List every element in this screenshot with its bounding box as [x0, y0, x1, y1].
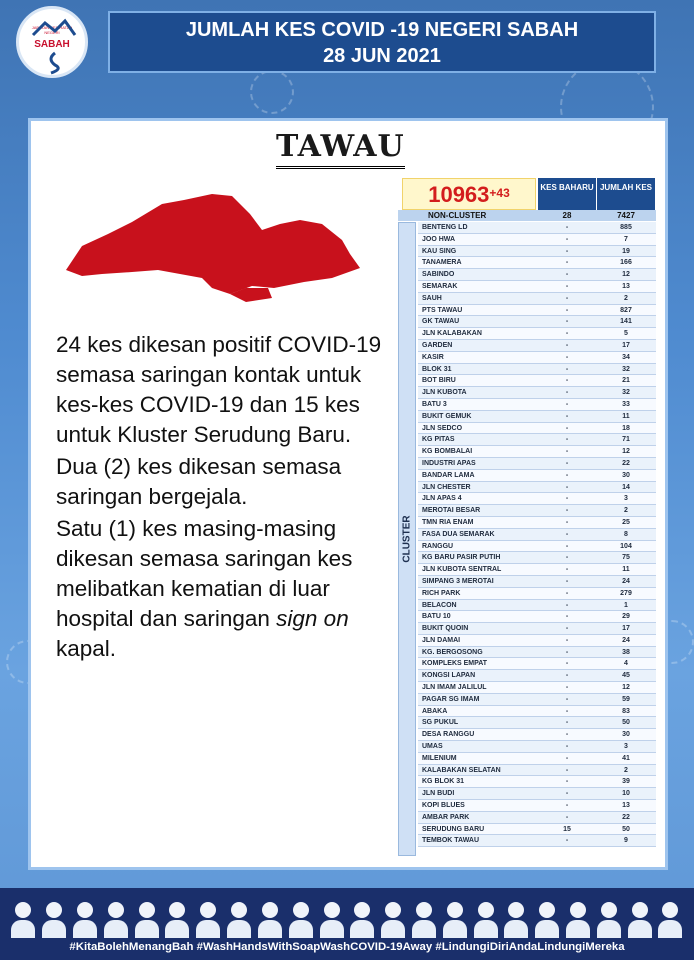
- cluster-name: ABAKA: [422, 707, 448, 715]
- table-row: [418, 234, 656, 246]
- cluster-new-cases: -: [565, 459, 569, 467]
- cluster-total-cases: 11: [622, 412, 630, 420]
- cluster-new-cases: -: [565, 471, 569, 479]
- cluster-total-cases: 32: [622, 389, 630, 397]
- cluster-name: BOT BIRU: [422, 377, 456, 385]
- frontliner-avatar-icon: [381, 900, 405, 938]
- frontliner-avatar-icon: [289, 900, 313, 938]
- frontliner-avatar-icon: [104, 900, 128, 938]
- title-line-1: JUMLAH KES COVID -19 NEGERI SABAH: [185, 19, 579, 41]
- table-row: [418, 835, 656, 847]
- cluster-new-cases: -: [565, 224, 569, 231]
- cluster-new-cases: -: [565, 577, 569, 585]
- cluster-name: KG PITAS: [422, 436, 455, 444]
- cluster-name: GARDEN: [422, 341, 453, 349]
- cluster-name: KOMPLEKS EMPAT: [422, 660, 488, 668]
- cluster-total-cases: 83: [622, 707, 630, 715]
- cluster-name: KASIR: [422, 353, 444, 361]
- cluster-total-cases: 104: [620, 542, 632, 550]
- cluster-total-cases: 2: [624, 766, 628, 774]
- table-row: [418, 564, 656, 576]
- cluster-new-cases: -: [565, 813, 569, 821]
- cluster-name: BUKIT GEMUK: [422, 412, 472, 420]
- cluster-name: KG BOMBALAI: [422, 448, 473, 456]
- cluster-name: JLN BUDI: [422, 790, 455, 798]
- cluster-new-cases: -: [565, 518, 569, 526]
- cluster-new-cases: -: [565, 731, 569, 739]
- cluster-new-cases: -: [565, 318, 569, 326]
- cluster-new-cases: -: [565, 365, 569, 373]
- cluster-total-cases: 75: [622, 554, 630, 562]
- cluster-total-cases: 18: [622, 424, 630, 432]
- table-row: [418, 257, 656, 269]
- table-row: [418, 399, 656, 411]
- cluster-table: [418, 222, 656, 847]
- logo-text: SABAH: [34, 39, 70, 50]
- cluster-new-cases: -: [565, 837, 569, 845]
- cluster-new-cases: -: [565, 353, 569, 361]
- frontliner-avatar-icon: [504, 900, 528, 938]
- frontliner-avatar-icon: [320, 900, 344, 938]
- table-row: [418, 470, 656, 482]
- table-row: [418, 364, 656, 376]
- new-cases-value: +43: [489, 186, 510, 200]
- cluster-new-cases: -: [565, 542, 569, 550]
- cluster-name: KONGSI LAPAN: [422, 672, 476, 680]
- cluster-new-cases: -: [565, 495, 569, 503]
- cluster-total-cases: 8: [624, 530, 628, 538]
- cluster-name: KAU SING: [422, 247, 457, 255]
- cluster-new-cases: -: [565, 625, 569, 633]
- cluster-new-cases: -: [565, 424, 569, 432]
- cluster-new-cases: -: [565, 306, 569, 314]
- cluster-total-cases: 17: [622, 341, 630, 349]
- table-row: [418, 305, 656, 317]
- table-row: [418, 446, 656, 458]
- cluster-total-cases: 25: [622, 518, 630, 526]
- frontliner-avatar-icon: [628, 900, 652, 938]
- cluster-new-cases: -: [565, 672, 569, 680]
- table-row: [418, 706, 656, 718]
- table-row: [418, 505, 656, 517]
- cluster-name: JLN SEDCO: [422, 424, 463, 432]
- cluster-new-cases: -: [565, 235, 569, 243]
- cluster-total-cases: 12: [622, 448, 630, 456]
- cluster-name: RANGGU: [422, 542, 454, 550]
- cluster-total-cases: 141: [620, 318, 632, 326]
- ministry-logo: [16, 6, 88, 78]
- cluster-total-cases: 34: [622, 353, 630, 361]
- virus-decoration: [250, 70, 294, 114]
- cluster-name: DESA RANGGU: [422, 731, 475, 739]
- table-row: [418, 635, 656, 647]
- cluster-name: SABINDO: [422, 271, 455, 279]
- cluster-new-cases: -: [565, 247, 569, 255]
- cluster-new-cases: -: [565, 436, 569, 444]
- table-row: [418, 812, 656, 824]
- table-row: [418, 670, 656, 682]
- table-row: [418, 588, 656, 600]
- table-row: [418, 246, 656, 258]
- cluster-name: JOO HWA: [422, 235, 456, 243]
- cluster-name: TMN RIA ENAM: [422, 518, 474, 526]
- cluster-name: BLOK 31: [422, 365, 452, 373]
- frontliner-avatar-icon: [73, 900, 97, 938]
- cluster-total-cases: 19: [622, 247, 630, 255]
- table-row: [418, 717, 656, 729]
- cluster-new-cases: -: [565, 330, 569, 338]
- cluster-total-cases: 10: [622, 790, 630, 798]
- cluster-name: KG BLOK 31: [422, 778, 465, 786]
- logo-small-text: JABATAN KESIHATAN NEGERI: [31, 25, 73, 35]
- cluster-total-cases: 11: [622, 566, 630, 574]
- cluster-name: PAGAR SG IMAM: [422, 695, 480, 703]
- desc3-start: Satu (1) kes masing-masing dikesan semasa saringan kes melibatkan kematian di luar hospital dan saringan: [56, 516, 353, 631]
- cluster-new-cases: -: [565, 601, 569, 609]
- cluster-name: INDUSTRI APAS: [422, 459, 476, 467]
- table-row: [418, 269, 656, 281]
- cluster-total-cases: 14: [622, 483, 630, 491]
- cluster-name: BELACON: [422, 601, 457, 609]
- cluster-total-cases: 17: [622, 625, 630, 633]
- column-header-new: KES BAHARU: [538, 178, 596, 210]
- cluster-name: KG. BERGOSONG: [422, 648, 483, 656]
- table-row: [418, 824, 656, 836]
- frontliner-avatars: [8, 894, 686, 938]
- table-row: [418, 493, 656, 505]
- cluster-total-cases: 13: [622, 282, 630, 290]
- cluster-name: SG PUKUL: [422, 719, 459, 727]
- cluster-total-cases: 71: [622, 436, 630, 444]
- table-row: [418, 600, 656, 612]
- cluster-new-cases: -: [565, 778, 569, 786]
- cluster-total-cases: 13: [622, 802, 630, 810]
- frontliner-avatar-icon: [443, 900, 467, 938]
- table-row: [418, 694, 656, 706]
- frontliner-avatar-icon: [597, 900, 621, 938]
- cluster-total-cases: 21: [622, 377, 630, 385]
- table-row: [418, 375, 656, 387]
- cluster-total-cases: 7: [624, 235, 628, 243]
- total-cases-value: 10963: [428, 182, 490, 207]
- frontliner-avatar-icon: [135, 900, 159, 938]
- cluster-total-cases: 22: [622, 813, 630, 821]
- cluster-name: FASA DUA SEMARAK: [422, 530, 495, 538]
- cluster-name: JLN CHESTER: [422, 483, 471, 491]
- frontliner-avatar-icon: [658, 900, 682, 938]
- cluster-new-cases: -: [565, 766, 569, 774]
- frontliner-avatar-icon: [350, 900, 374, 938]
- cluster-new-cases: -: [565, 530, 569, 538]
- frontliner-avatar-icon: [412, 900, 436, 938]
- frontliner-avatar-icon: [42, 900, 66, 938]
- cluster-total-cases: 12: [622, 684, 630, 692]
- cluster-label-text: CLUSTER: [401, 515, 413, 563]
- cluster-total-cases: 39: [622, 778, 630, 786]
- table-row: [418, 281, 656, 293]
- cluster-new-cases: -: [565, 389, 569, 397]
- cluster-new-cases: -: [565, 507, 569, 515]
- table-row: [418, 458, 656, 470]
- table-row: [418, 753, 656, 765]
- cluster-new-cases: -: [565, 802, 569, 810]
- cluster-total-cases: 32: [622, 365, 630, 373]
- table-row: [418, 387, 656, 399]
- frontliner-avatar-icon: [11, 900, 35, 938]
- cluster-new-cases: -: [565, 719, 569, 727]
- table-row: [418, 611, 656, 623]
- cluster-new-cases: -: [565, 294, 569, 302]
- cluster-name: SAUH: [422, 294, 442, 302]
- cluster-total-cases: 24: [622, 636, 630, 644]
- cluster-name: BANDAR LAMA: [422, 471, 475, 479]
- total-cases: [402, 178, 536, 210]
- cluster-name: BATU 3: [422, 400, 447, 408]
- cluster-new-cases: -: [565, 282, 569, 290]
- cluster-name: KG BARU PASIR PUTIH: [422, 554, 501, 562]
- cluster-new-cases: -: [565, 684, 569, 692]
- cluster-name: AMBAR PARK: [422, 813, 470, 821]
- cluster-name: PTS TAWAU: [422, 306, 463, 314]
- description-text: [56, 330, 396, 666]
- cluster-name: JLN IMAM JALILUL: [422, 684, 487, 692]
- cluster-new-cases: -: [565, 259, 569, 267]
- table-row: [418, 340, 656, 352]
- cluster-name: TEMBOK TAWAU: [422, 837, 480, 845]
- cluster-name: KALABAKAN SELATAN: [422, 766, 501, 774]
- cluster-new-cases: -: [565, 790, 569, 798]
- description-paragraph-2: Dua (2) kes dikesan semasa saringan bergejala.: [56, 454, 342, 509]
- cluster-total-cases: 3: [624, 743, 628, 751]
- cluster-name: BENTENG LD: [422, 224, 468, 231]
- cluster-new-cases: -: [565, 589, 569, 597]
- cluster-name: UMAS: [422, 743, 443, 751]
- description-paragraph-1: 24 kes dikesan positif COVID-19 semasa saringan kontak untuk kes-kes COVID-19 dan 15 kes untuk Kluster Serudung Baru.: [56, 332, 382, 447]
- table-row: [418, 658, 656, 670]
- cluster-total-cases: 45: [622, 672, 630, 680]
- table-row: [418, 352, 656, 364]
- non-cluster-new: 28: [562, 211, 572, 220]
- cluster-total-cases: 279: [620, 589, 632, 597]
- table-row: [418, 576, 656, 588]
- cluster-total-cases: 22: [622, 459, 630, 467]
- table-row: [418, 517, 656, 529]
- cluster-new-cases: -: [565, 754, 569, 762]
- table-row: [418, 434, 656, 446]
- cluster-total-cases: 50: [622, 825, 630, 833]
- table-row: [418, 482, 656, 494]
- cluster-name: KOPI BLUES: [422, 802, 465, 810]
- logo-swoosh-icon: [19, 9, 85, 75]
- cluster-total-cases: 41: [622, 754, 630, 762]
- cluster-total-cases: 2: [624, 507, 628, 515]
- cluster-total-cases: 5: [624, 330, 628, 338]
- cluster-total-cases: 50: [622, 719, 630, 727]
- table-row: [418, 423, 656, 435]
- page-title: [108, 11, 656, 73]
- cluster-name: MEROTAI BESAR: [422, 507, 481, 515]
- frontliner-avatar-icon: [474, 900, 498, 938]
- cluster-total-cases: 38: [622, 648, 630, 656]
- cluster-total-cases: 4: [624, 660, 628, 668]
- cluster-new-cases: -: [565, 613, 569, 621]
- cluster-name: JLN KUBOTA: [422, 389, 467, 397]
- cluster-total-cases: 3: [624, 495, 628, 503]
- cluster-new-cases: -: [565, 648, 569, 656]
- table-row: [418, 411, 656, 423]
- table-row: [418, 328, 656, 340]
- table-row: [418, 647, 656, 659]
- hashtags: #KitaBolehMenangBah #WashHandsWithSoapWashCOVID-19Away #LindungiDiriAndaLindungiMereka: [69, 941, 625, 953]
- table-row: [418, 776, 656, 788]
- cluster-total-cases: 59: [622, 695, 630, 703]
- cluster-new-cases: -: [565, 412, 569, 420]
- cluster-name: RICH PARK: [422, 589, 461, 597]
- cluster-name: TANAMERA: [422, 259, 462, 267]
- cluster-new-cases: -: [565, 271, 569, 279]
- cluster-name: JLN KUBOTA SENTRAL: [422, 566, 502, 574]
- table-row: [418, 741, 656, 753]
- frontliner-avatar-icon: [165, 900, 189, 938]
- table-row: [418, 552, 656, 564]
- table-row: [418, 529, 656, 541]
- column-header-total: JUMLAH KES: [597, 178, 655, 210]
- frontliner-avatar-icon: [227, 900, 251, 938]
- table-row: [418, 729, 656, 741]
- cluster-total-cases: 29: [622, 613, 630, 621]
- cluster-new-cases: -: [565, 554, 569, 562]
- frontliner-avatar-icon: [566, 900, 590, 938]
- cluster-new-cases: -: [565, 377, 569, 385]
- cluster-total-cases: 166: [620, 259, 632, 267]
- cluster-new-cases: -: [565, 448, 569, 456]
- table-row: [418, 623, 656, 635]
- cluster-total-cases: 24: [622, 577, 630, 585]
- cluster-new-cases: -: [565, 483, 569, 491]
- cluster-total-cases: 33: [622, 400, 630, 408]
- cluster-total-cases: 885: [620, 224, 632, 231]
- non-cluster-row: [398, 210, 656, 221]
- title-date: 28 JUN 2021: [323, 45, 441, 67]
- cluster-total-cases: 1: [624, 601, 628, 609]
- cluster-total-cases: 30: [622, 471, 630, 479]
- cluster-name: SERUDUNG BARU: [422, 825, 485, 833]
- table-row: [418, 788, 656, 800]
- cluster-new-cases: -: [565, 660, 569, 668]
- cluster-name: GK TAWAU: [422, 318, 460, 326]
- cluster-total-cases: 30: [622, 731, 630, 739]
- cluster-name: SEMARAK: [422, 282, 458, 290]
- table-row: [418, 222, 656, 234]
- cluster-new-cases: -: [565, 400, 569, 408]
- cluster-label: [398, 222, 416, 856]
- table-row: [418, 541, 656, 553]
- cluster-name: SIMPANG 3 MEROTAI: [422, 577, 494, 585]
- frontliner-avatar-icon: [535, 900, 559, 938]
- cluster-new-cases: -: [565, 695, 569, 703]
- non-cluster-total: 7427: [617, 211, 635, 220]
- table-row: [418, 765, 656, 777]
- table-row: [418, 800, 656, 812]
- cluster-new-cases: -: [565, 341, 569, 349]
- cluster-name: BUKIT QUOIN: [422, 625, 469, 633]
- tawau-map-icon: [62, 190, 362, 304]
- cluster-total-cases: 9: [624, 837, 628, 845]
- description-paragraph-3: [56, 514, 396, 664]
- desc3-end: kapal.: [56, 636, 117, 661]
- cluster-name: JLN DAMAI: [422, 636, 461, 644]
- cluster-total-cases: 827: [620, 306, 632, 314]
- cluster-new-cases: -: [565, 707, 569, 715]
- cluster-name: JLN APAS 4: [422, 495, 462, 503]
- table-row: [418, 682, 656, 694]
- frontliner-avatar-icon: [196, 900, 220, 938]
- desc3-italic: sign on: [276, 606, 349, 631]
- cluster-new-cases: 15: [563, 825, 571, 833]
- district-title: TAWAU: [276, 128, 405, 169]
- non-cluster-name: NON-CLUSTER: [428, 211, 487, 220]
- cluster-name: MILENIUM: [422, 754, 457, 762]
- cluster-new-cases: -: [565, 566, 569, 574]
- cluster-new-cases: -: [565, 636, 569, 644]
- cluster-name: BATU 10: [422, 613, 451, 621]
- cluster-name: JLN KALABAKAN: [422, 330, 482, 338]
- table-row: [418, 293, 656, 305]
- cluster-new-cases: -: [565, 743, 569, 751]
- table-row: [418, 316, 656, 328]
- cluster-total-cases: 2: [624, 294, 628, 302]
- frontliner-avatar-icon: [258, 900, 282, 938]
- cluster-total-cases: 12: [622, 271, 630, 279]
